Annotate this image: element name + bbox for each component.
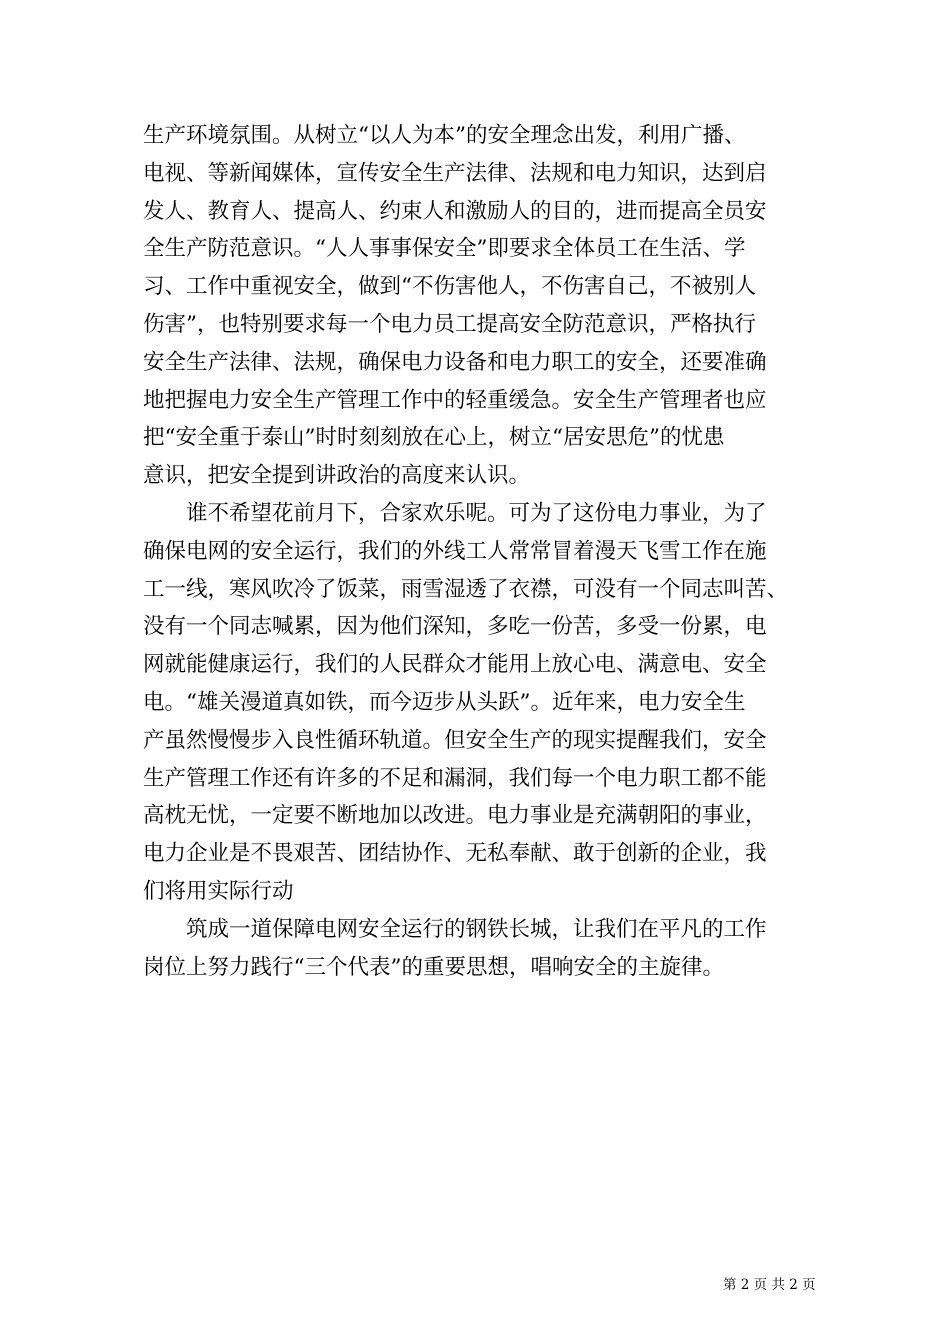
paragraph-line: 岗位上努力践行“三个代表”的重要思想，唱响安全的主旋律。 [143, 954, 724, 980]
paragraph-line: 没有一个同志喊累，因为他们深知，多吃一份苦，多受一份累，电 [143, 614, 767, 640]
paragraph-line: 谁不希望花前月下，合家欢乐呢。可为了这份电力事业，为了 [186, 500, 767, 526]
paragraph-line: 确保电网的安全运行，我们的外线工人常常冒着漫天飞雪工作在施 [143, 538, 767, 564]
paragraph-line: 把“安全重于泰山”时时刻刻放在心上，树立“居安思危”的忧患 [143, 425, 725, 451]
paragraph-line: 生产管理工作还有许多的不足和漏洞，我们每一个电力职工都不能 [143, 765, 767, 791]
paragraph-line: 电。“雄关漫道真如铁，而今迈步从头跃”。近年来，电力安全生 [143, 689, 746, 715]
paragraph-1 [143, 117, 807, 495]
paragraph-line: 筑成一道保障电网安全运行的钢铁长城，让我们在平凡的工作 [186, 916, 767, 942]
page-number: 第 2 页 共 2 页 [723, 1277, 816, 1293]
paragraph-line: 们将用实际行动 [143, 878, 294, 904]
paragraph-3 [143, 911, 807, 987]
paragraph-line: 高枕无忧，一定要不断地加以改进。电力事业是充满朝阳的事业， [143, 803, 767, 829]
paragraph-line: 电视、等新闻媒体，宣传安全生产法律、法规和电力知识，达到启 [143, 160, 767, 186]
paragraph-line: 生产环境氛围。从树立“以人为本”的安全理念出发，利用广播、 [143, 123, 746, 148]
paragraph-line: 伤害”，也特别要求每一个电力员工提高安全防范意识，严格执行 [143, 311, 756, 337]
paragraph-line: 习、工作中重视安全，做到“不伤害他人，不伤害自己，不被别人 [143, 274, 756, 300]
paragraph-line: 意识，把安全提到讲政治的高度来认识。 [143, 463, 531, 489]
paragraph-line: 产虽然慢慢步入良性循环轨道。但安全生产的现实提醒我们，安全 [143, 727, 767, 753]
paragraph-2 [143, 495, 807, 911]
body-text [143, 117, 807, 986]
paragraph-line: 工一线，寒风吹冷了饭菜，雨雪湿透了衣襟，可没有一个同志叫苦、 [143, 576, 789, 602]
paragraph-line: 安全生产法律、法规，确保电力设备和电力职工的安全，还要准确 [143, 349, 767, 375]
paragraph-line: 网就能健康运行，我们的人民群众才能用上放心电、满意电、安全 [143, 652, 767, 678]
paragraph-line: 电力企业是不畏艰苦、团结协作、无私奉献、敢于创新的企业，我 [143, 841, 767, 867]
paragraph-line: 发人、教育人、提高人、约束人和激励人的目的，进而提高全员安 [143, 198, 767, 224]
paragraph-line: 全生产防范意识。“人人事事保安全”即要求全体员工在生活、学 [143, 236, 746, 262]
paragraph-line: 地把握电力安全生产管理工作中的轻重缓急。安全生产管理者也应 [143, 387, 767, 413]
